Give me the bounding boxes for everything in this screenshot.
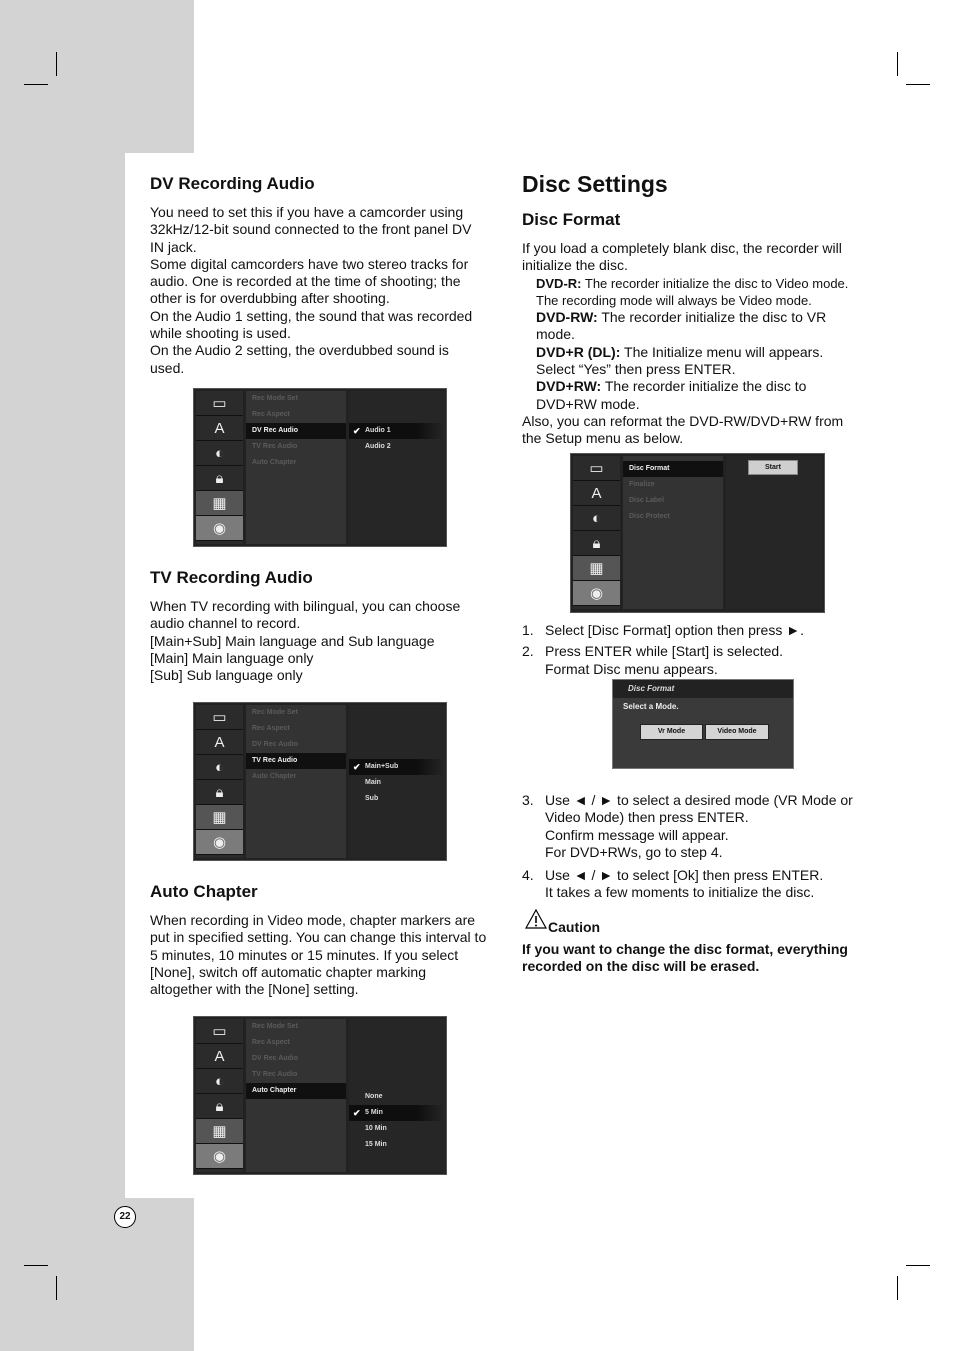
dialog-prompt: Select a Mode.: [623, 702, 679, 711]
disc-format-heading: Disc Format: [522, 210, 621, 229]
menu-item-selected: Auto Chapter: [246, 1083, 346, 1099]
menu-options: [349, 1019, 445, 1172]
film-icon: ▦: [196, 805, 243, 830]
dv-recording-audio-text: You need to set this if you have a camcorder using 32kHz/12-bit sound connected to the front panel DV IN jack. Some digital camcorders have two stereo tracks for audio. One is recorded at the time of shooting; the other is for overdubbing after shooting. On the Audio 1 setting, the sound that was recorded while shooting is used. On the Audio 2 setting, the overdubbed sound is used.: [150, 204, 473, 376]
menu-option-selected: ✔ 5 Min: [349, 1105, 445, 1121]
tv-icon: ▭: [573, 456, 620, 481]
audio-icon: ◐: [196, 1069, 243, 1094]
disc-icon: ◉: [573, 581, 620, 606]
menu-item: Finalize: [629, 481, 655, 488]
menu-items: [246, 1019, 346, 1172]
crop-mark: [906, 84, 930, 85]
crop-mark: [897, 52, 898, 76]
menu-item: Rec Mode Set: [252, 709, 298, 716]
check-icon: ✔: [353, 426, 361, 436]
menu-option: 15 Min: [365, 1141, 387, 1148]
steps-1-2: 1. Select [Disc Format] option then press ►. 2. Press ENTER while [Start] is selected. Format Disc menu appears.: [522, 622, 804, 677]
page-margin-top: [0, 0, 194, 153]
tv-recording-audio-text: When TV recording with bilingual, you can choose audio channel to record. [Main+Sub] Main language and Sub language [Main] Main language only [Sub] Sub language only: [150, 598, 461, 684]
disc-format-text: If you load a completely blank disc, the recorder will initialize the disc. DVD-R: The recorder initialize the disc to Video mode. The recording mode will always be Video mode. DVD-RW: The recorder initialize the disc to VR mode. DVD+R (DL): The Initialize menu will appears. Select “Yes” then press ENTER. DVD+RW: The recorder initialize the disc to DVD+RW mode. Also, you can reformat the DVD-RW/DVD+RW from the Setup menu as below.: [522, 240, 849, 447]
lock-icon: 🔒︎: [196, 466, 243, 491]
menu-item: Rec Aspect: [252, 1039, 290, 1046]
auto-chapter-menu-screenshot: [193, 1016, 447, 1175]
check-icon: ✔: [353, 762, 361, 772]
film-icon: ▦: [573, 556, 620, 581]
lock-icon: 🔒︎: [196, 1094, 243, 1119]
page-number: 22: [114, 1206, 136, 1228]
language-icon: A: [196, 416, 243, 441]
menu-icon-column: [573, 456, 620, 609]
tv-rec-audio-menu-screenshot: [193, 702, 447, 861]
crop-mark: [897, 1276, 898, 1300]
menu-item: Rec Aspect: [252, 411, 290, 418]
menu-option-selected: ✔ Main+Sub: [349, 759, 445, 775]
menu-icon-column: [196, 705, 243, 858]
tv-icon: ▭: [196, 391, 243, 416]
menu-item: DV Rec Audio: [252, 741, 299, 748]
menu-items: [246, 391, 346, 544]
crop-mark: [24, 84, 48, 85]
disc-icon: ◉: [196, 830, 243, 855]
menu-item: Rec Aspect: [252, 725, 290, 732]
lock-icon: 🔒︎: [196, 780, 243, 805]
page-margin-left: [0, 153, 125, 1198]
crop-mark: [906, 1265, 930, 1266]
caution-label: Caution: [548, 919, 601, 935]
menu-option: Sub: [365, 795, 379, 802]
menu-item: Disc Label: [629, 497, 665, 504]
crop-mark: [56, 1276, 57, 1300]
dialog-title: Disc Format: [613, 680, 793, 698]
tv-icon: ▭: [196, 1019, 243, 1044]
vr-mode-button: Vr Mode: [640, 724, 703, 740]
menu-item: Rec Mode Set: [252, 395, 298, 402]
menu-option: None: [365, 1093, 383, 1100]
dv-recording-audio-heading: DV Recording Audio: [150, 174, 315, 193]
page-margin-bottom: [0, 1198, 194, 1351]
menu-item: Auto Chapter: [252, 459, 297, 466]
film-icon: ▦: [196, 491, 243, 516]
menu-item: TV Rec Audio: [252, 443, 298, 450]
menu-item: Auto Chapter: [252, 773, 297, 780]
crop-mark: [56, 52, 57, 76]
menu-item: Disc Protect: [629, 513, 670, 520]
menu-item: DV Rec Audio: [252, 1055, 299, 1062]
auto-chapter-heading: Auto Chapter: [150, 882, 258, 901]
format-disc-dialog-screenshot: [612, 679, 794, 769]
lock-icon: 🔒︎: [573, 531, 620, 556]
audio-icon: ◐: [196, 755, 243, 780]
check-icon: ✔: [353, 1108, 361, 1118]
menu-icon-column: [196, 1019, 243, 1172]
crop-mark: [24, 1265, 48, 1266]
menu-item-selected: TV Rec Audio: [246, 753, 346, 769]
menu-item-selected: Disc Format: [623, 461, 723, 477]
disc-icon: ◉: [196, 516, 243, 541]
audio-icon: ◐: [573, 506, 620, 531]
menu-item: Rec Mode Set: [252, 1023, 298, 1030]
start-button: Start: [748, 460, 798, 475]
language-icon: A: [573, 481, 620, 506]
menu-options: [349, 391, 445, 544]
steps-3-4: 3. Use ◄ / ► to select a desired mode (VR Mode or Video Mode) then press ENTER. Confirm message will appear. For DVD+RWs, go to step 4. 4. Use ◄ / ► to select [Ok] then press ENTER. It takes a few moments to initialize the disc.: [522, 792, 853, 901]
language-icon: A: [196, 1044, 243, 1069]
caution-text: If you want to change the disc format, everything recorded on the disc will be erased.: [522, 941, 848, 975]
tv-recording-audio-heading: TV Recording Audio: [150, 568, 313, 587]
warning-icon: [525, 909, 547, 929]
menu-items: [246, 705, 346, 858]
film-icon: ▦: [196, 1119, 243, 1144]
dv-rec-audio-menu-screenshot: [193, 388, 447, 547]
menu-option: 10 Min: [365, 1125, 387, 1132]
page-title: Disc Settings: [522, 171, 668, 197]
language-icon: A: [196, 730, 243, 755]
menu-options: [726, 456, 822, 609]
audio-icon: ◐: [196, 441, 243, 466]
video-mode-button: Video Mode: [705, 724, 769, 740]
menu-option: Audio 2: [365, 443, 391, 450]
disc-format-menu-screenshot: [570, 453, 825, 613]
menu-icon-column: [196, 391, 243, 544]
menu-option-selected: ✔ Audio 1: [349, 423, 445, 439]
menu-items: [623, 456, 723, 609]
tv-icon: ▭: [196, 705, 243, 730]
menu-option: Main: [365, 779, 381, 786]
menu-options: [349, 705, 445, 858]
auto-chapter-text: When recording in Video mode, chapter markers are put in specified setting. You can change this interval to 5 minutes, 10 minutes or 15 minutes. If you select [None], switch off automatic chapter marking altogether with the [None] setting.: [150, 912, 487, 998]
menu-item-selected: DV Rec Audio: [246, 423, 346, 439]
disc-icon: ◉: [196, 1144, 243, 1169]
menu-item: TV Rec Audio: [252, 1071, 298, 1078]
